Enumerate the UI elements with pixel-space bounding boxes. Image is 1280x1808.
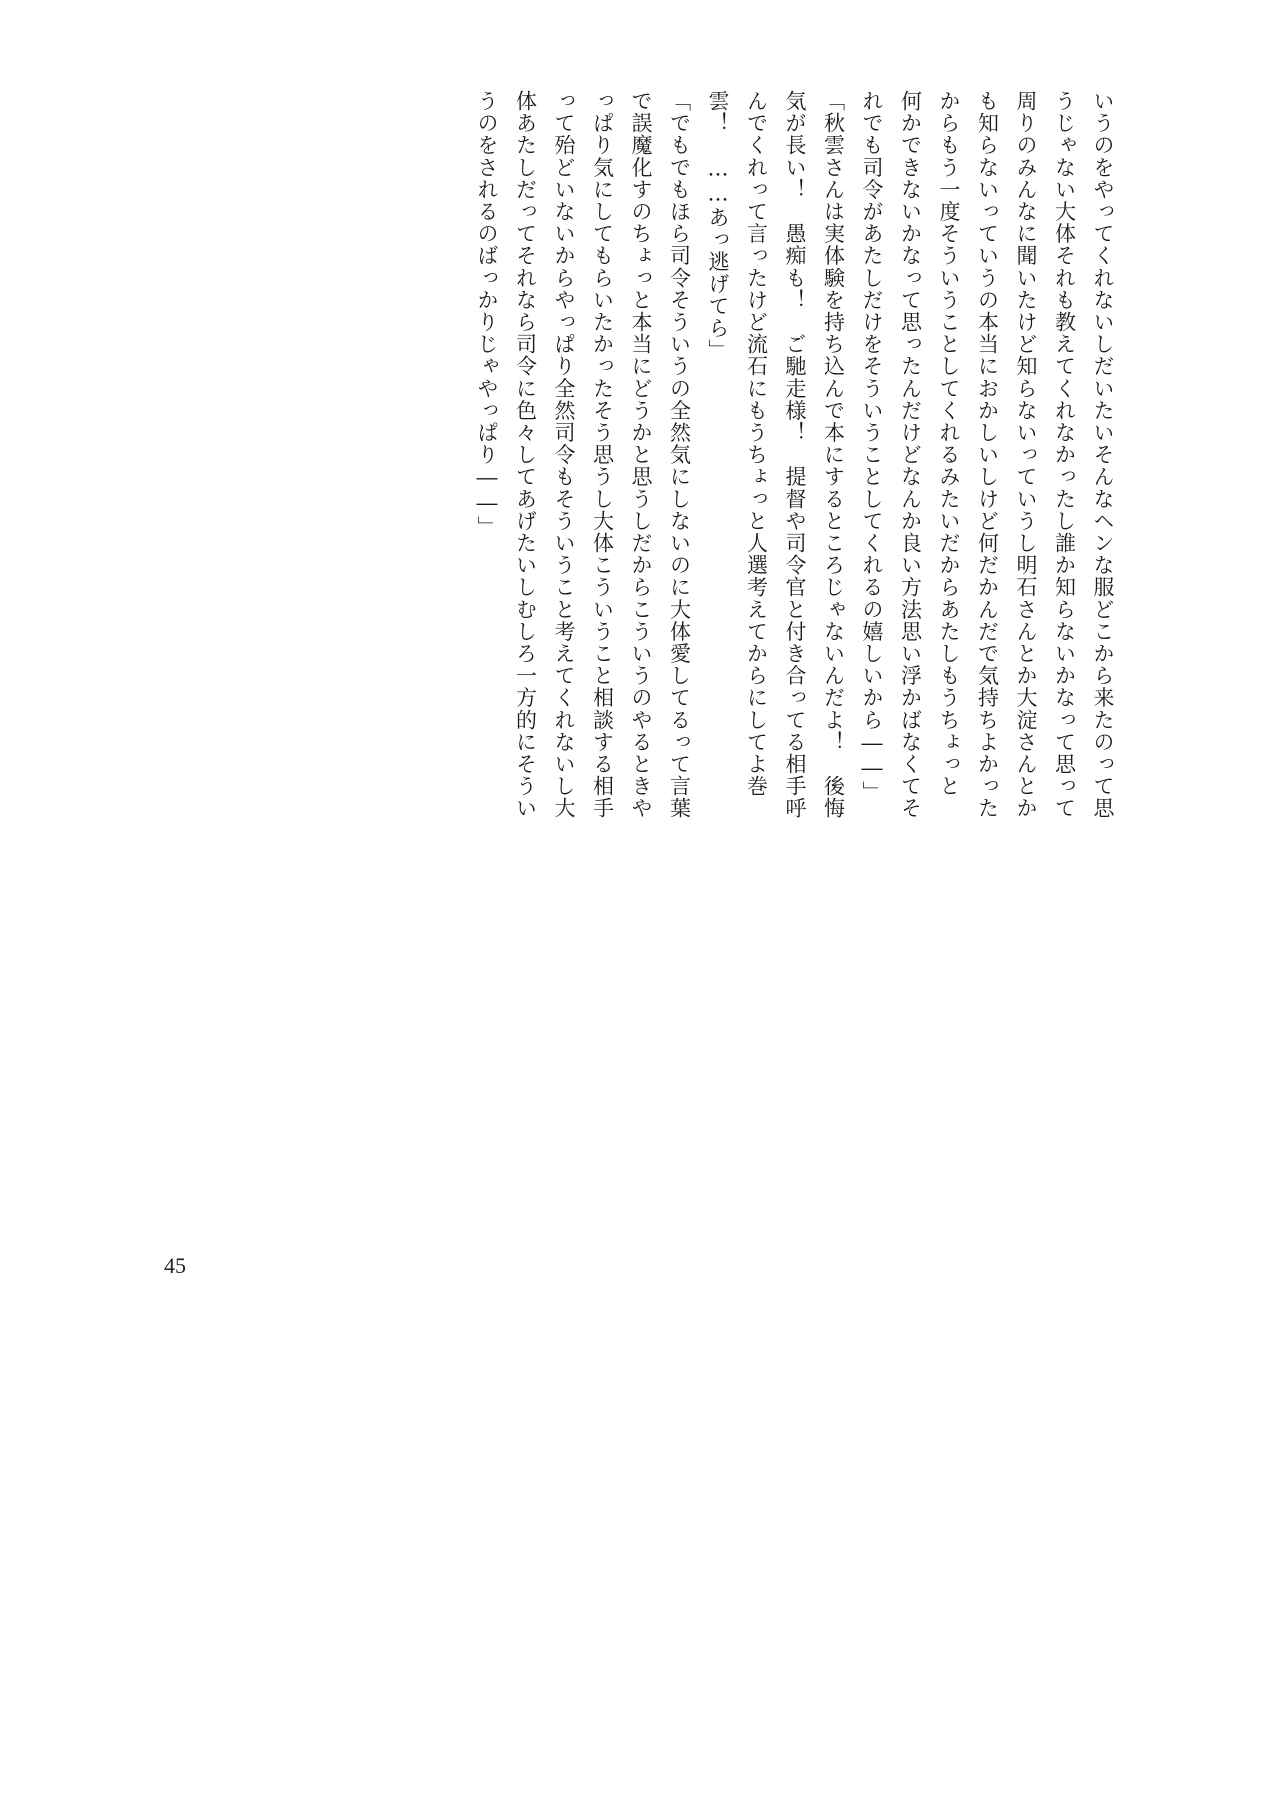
text-line-8: 「秋雲さんは実体験を持ち込んで本にするところじゃないんだよ！ 後悔 xyxy=(821,90,846,820)
text-line-7: れでも司令があたしだけをそういうことしてくれるの嬉しいから――」 xyxy=(860,90,884,804)
text-line-17: うのをされるのばっかりじゃやっぱり――」 xyxy=(475,90,499,538)
text-line-3: 周りのみんなに聞いたけど知らないっていうし明石さんとか大淀さんとか xyxy=(1014,90,1038,820)
text-line-16: 体あたしだってそれなら司令に色々してあげたいしむしろ一方的にそうい xyxy=(513,90,538,820)
text-line-6: 何かできないかなって思ったんだけどなんか良い方法思い浮かばなくてそ xyxy=(898,90,923,820)
text-line-11: 雲！ ……あっ逃げてら」 xyxy=(706,90,730,362)
text-line-5: からもう一度そういうことしてくれるみたいだからあたしもうちょっと xyxy=(937,90,961,798)
text-line-15: って殆どいないからやっぱり全然司令もそういうこと考えてくれないし大 xyxy=(552,90,576,820)
text-line-4: も知らないっていうの本当におかしいしけど何だかんだで気持ちよかった xyxy=(975,90,1000,820)
page-number: 45 xyxy=(164,1253,186,1278)
text-line-10: んでくれって言ったけど流石にもうちょっと人選考えてからにしてよ巻 xyxy=(744,90,769,798)
text-line-14: っぱり気にしてもらいたかったそう思うし大体こういうこと相談する相手 xyxy=(590,90,615,820)
text-line-9: 気が長い！ 愚痴も！ ご馳走様！ 提督や司令官と付き合ってる相手呼 xyxy=(783,90,807,820)
text-line-1: いうのをやってくれないしだいたいそんなヘンな服どこから来たのって思 xyxy=(1091,90,1115,820)
text-line-2: うじゃない大体それも教えてくれなかったし誰か知らないかなって思って xyxy=(1052,90,1077,820)
vertical-text-body xyxy=(422,90,1122,890)
text-line-12: 「でもでもほら司令そういうの全然気にしないのに大体愛してるって言葉 xyxy=(667,90,692,820)
text-line-13: で誤魔化すのちょっと本当にどうかと思うしだからこういうのやるときや xyxy=(629,90,653,820)
